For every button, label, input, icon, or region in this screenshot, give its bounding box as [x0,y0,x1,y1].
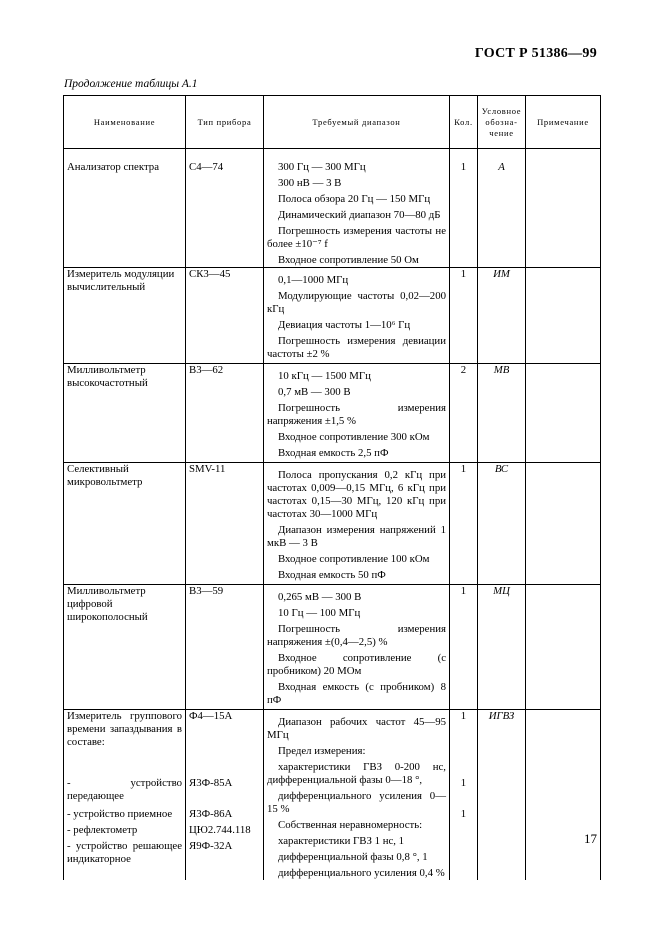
range-line: 0,7 мВ — 300 В [278,386,351,398]
row-code: ИМ [478,268,526,364]
group-device: Ф4—15А [189,710,233,722]
row-code: МВ [478,364,526,463]
instruments-table [63,95,601,880]
row-qty: 1 [450,268,478,364]
col-header-name: Наименование [64,96,186,149]
range-line: Входное сопротивление 300 кОм [278,431,430,443]
range-line: Динамический диапазон 70—80 дБ [278,209,441,221]
row-range [264,268,450,364]
range-line: дифференциального усиления 0—15 % [267,790,446,815]
range-line: Собственная неравномерность: [278,819,423,831]
row-device: В3—59 [186,585,264,710]
component-device: Я3Ф-86А [189,808,233,820]
component-name: - устройство решающее индикаторное [67,840,182,865]
row-name: Селективный микровольтметр [64,463,186,585]
range-line: 10 Гц — 100 МГц [278,607,361,619]
component-name: - устройство приемное [67,808,173,820]
row-device: SMV-11 [186,463,264,585]
row-note [526,268,601,364]
component-device: ЦЮ2.744.118 [189,824,251,836]
row-name [64,710,186,881]
range-line: характеристики ГВЗ 0-200 нс, дифференциальной фазы 0—18 °, [267,761,446,786]
row-range [264,149,450,268]
row-device: В3—62 [186,364,264,463]
range-line: Погрешность измерения девиации частоты ±2 % [267,335,446,360]
range-line: характеристики ГВЗ 1 нс, 1 [278,835,405,847]
range-line: 300 нВ — 3 В [278,177,342,189]
row-qty [450,710,478,881]
row-note [526,463,601,585]
row-qty: 1 [450,463,478,585]
table-row [64,268,601,364]
page-number: 17 [584,831,597,846]
row-code: А [478,149,526,268]
group-qty: 1 [460,710,467,722]
range-line: 0,1—1000 МГц [278,274,349,286]
col-header-qty: Кол. [450,96,478,149]
row-code: ИГВЗ [478,710,526,881]
range-line: Предел измерения: [278,745,366,757]
range-line: Входная емкость 2,5 пФ [278,447,389,459]
col-header-note: Примечание [526,96,601,149]
table-header-row [64,96,601,149]
row-range [264,710,450,881]
range-line: Девиация частоты 1—10⁶ Гц [278,319,411,331]
table-row [64,364,601,463]
range-line: 10 кГц — 1500 МГц [278,370,371,382]
table-caption: Продолжение таблицы А.1 [64,78,198,90]
row-range [264,463,450,585]
row-qty: 1 [450,585,478,710]
row-device: С4—74 [186,149,264,268]
row-qty: 1 [450,149,478,268]
row-code: ВС [478,463,526,585]
range-line: Входное сопротивление (с пробником) 20 МОм [267,652,446,677]
range-line: Погрешность измерения напряжения ±(0,4—2,5) % [267,623,446,648]
range-line: Входное сопротивление 100 кОм [278,553,430,565]
row-device [186,710,264,881]
range-line: 0,265 мВ — 300 В [278,591,362,603]
row-note [526,585,601,710]
range-line: Полоса обзора 20 Гц — 150 МГц [278,193,431,205]
range-line: 300 Гц — 300 МГц [278,161,366,173]
row-range [264,585,450,710]
range-line: Полоса пропускания 0,2 кГц при частотах 0,009—0,15 МГц, 6 кГц при частотах 0,15—30 МГц, 120 кГц при частотах 30—1000 МГц [267,469,446,520]
group-name: Измеритель группового времени запаздывания в составе: [67,710,182,748]
document-code: ГОСТ Р 51386—99 [474,46,597,61]
range-line: Входная емкость 50 пФ [278,569,386,581]
table-row [64,585,601,710]
row-note [526,710,601,881]
component-name: - рефлектометр [67,824,138,836]
range-line: Входная емкость (с пробником) 8 пФ [267,681,446,706]
range-line: Диапазон измерения напряжений 1 мкВ — 3 В [267,524,446,549]
row-note [526,149,601,268]
range-line: Диапазон рабочих частот 45—95 МГц [267,716,446,741]
row-name: Милливольтметр цифровой широкополосный [64,585,186,710]
table-row [64,710,601,881]
component-device: Я3Ф-85А [189,777,233,789]
range-line: Погрешность измерения частоты не более ±10⁻⁷ f [267,225,446,250]
range-line: Погрешность измерения напряжения ±1,5 % [267,402,446,427]
range-line: дифференциальной фазы 0,8 °, 1 [278,851,428,863]
range-line: дифференциального усиления 0,4 % [278,867,445,879]
row-device: СК3—45 [186,268,264,364]
row-name: Измеритель модуляции вычислительный [64,268,186,364]
component-qty: 1 [460,808,467,820]
col-header-device: Тип прибора [186,96,264,149]
table-row [64,463,601,585]
table-row [64,149,601,268]
row-name: Анализатор спектра [64,149,186,268]
range-line: Модулирующие частоты 0,02—200 кГц [267,290,446,315]
component-qty: 1 [460,777,467,789]
row-note [526,364,601,463]
row-code: МЦ [478,585,526,710]
row-qty: 2 [450,364,478,463]
range-line: Входное сопротивление 50 Ом [278,254,419,266]
col-header-code: Условное обозна- чение [478,96,526,149]
row-range [264,364,450,463]
row-name: Милливольтметр высокочастотный [64,364,186,463]
component-name: - устройство передающее [67,777,182,802]
component-device: Я9Ф-32А [189,840,233,852]
col-header-range: Требуемый диапазон [264,96,450,149]
